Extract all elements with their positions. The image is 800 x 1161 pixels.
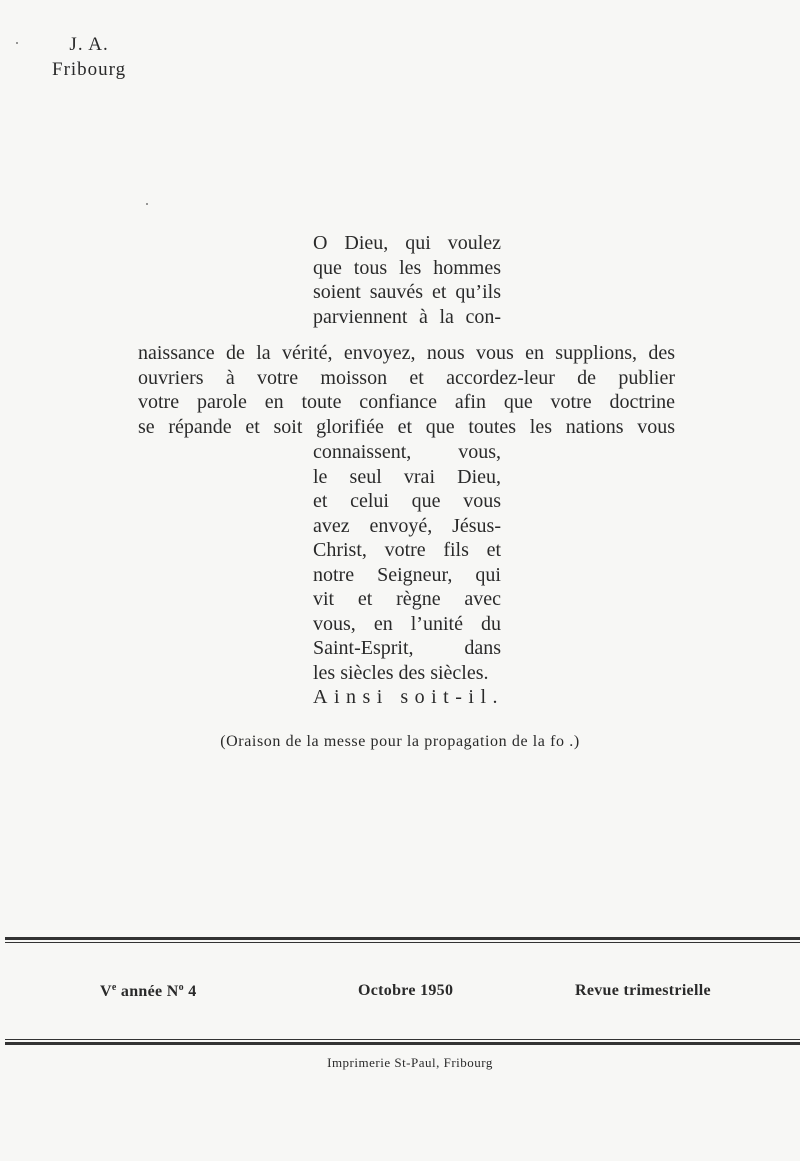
prayer-line: et celui que vous <box>313 490 501 512</box>
prayer-line: le seul vrai Dieu, <box>313 465 501 488</box>
volume-superscript: e <box>111 982 117 993</box>
volume-text: année N <box>116 983 179 1000</box>
prayer-source-citation: (Oraison de la messe pour la propagation de la fo .) <box>220 733 580 750</box>
bottom-double-rule-thick <box>5 1042 800 1045</box>
prayer-wide-block <box>138 341 675 439</box>
prayer-line: ouvriers à votre moisson et accordez-leur de publier <box>138 366 675 389</box>
prayer-line: Saint-Esprit, dans <box>313 637 501 659</box>
prayer-line: parviennent à la con- <box>313 305 501 328</box>
prayer-amen: Ainsi soit-il. <box>313 686 505 708</box>
prayer-line: naissance de la vérité, envoyez, nous vous en supplions, des <box>138 342 675 364</box>
issue-number <box>100 982 197 1001</box>
prayer-line: avez envoyé, Jésus- <box>313 514 501 537</box>
number-superscript: o <box>178 982 184 993</box>
prayer-line: vous, en l’unité du <box>313 612 501 635</box>
prayer-line: les siècles des siècles. <box>313 661 489 684</box>
top-double-rule-thick <box>5 937 800 940</box>
prayer-top-block <box>313 231 501 329</box>
issue-number-value: 4 <box>183 983 197 1000</box>
prayer-line: que tous les hommes <box>313 256 501 279</box>
issue-date: Octobre 1950 <box>358 982 454 999</box>
paper-speck <box>146 203 148 205</box>
top-double-rule-thin <box>5 942 800 943</box>
prayer-line: votre parole en toute confiance afin que votre doctrine <box>138 391 675 413</box>
printer-imprint: Imprimerie St-Paul, Fribourg <box>327 1055 493 1070</box>
address-line-ja: J. A. <box>69 34 109 55</box>
prayer-line: se répande et soit glorifiée et que toutes les nations vous <box>138 415 675 438</box>
prayer-line: Christ, votre fils et <box>313 539 501 561</box>
periodicity: Revue trimestrielle <box>575 982 711 999</box>
paper-speck <box>16 42 18 44</box>
prayer-bottom-block <box>313 440 505 710</box>
prayer-line: vit et règne avec <box>313 588 501 610</box>
prayer-line: O Dieu, qui voulez <box>313 232 501 254</box>
prayer-line: soient sauvés et qu’ils <box>313 281 501 303</box>
bottom-double-rule-thin <box>5 1039 800 1040</box>
prayer-line: notre Seigneur, qui <box>313 563 501 586</box>
volume-prefix: V <box>100 983 112 1000</box>
address-line-fribourg: Fribourg <box>52 59 127 80</box>
prayer-line: connaissent, vous, <box>313 441 501 463</box>
journal-address <box>52 32 126 82</box>
